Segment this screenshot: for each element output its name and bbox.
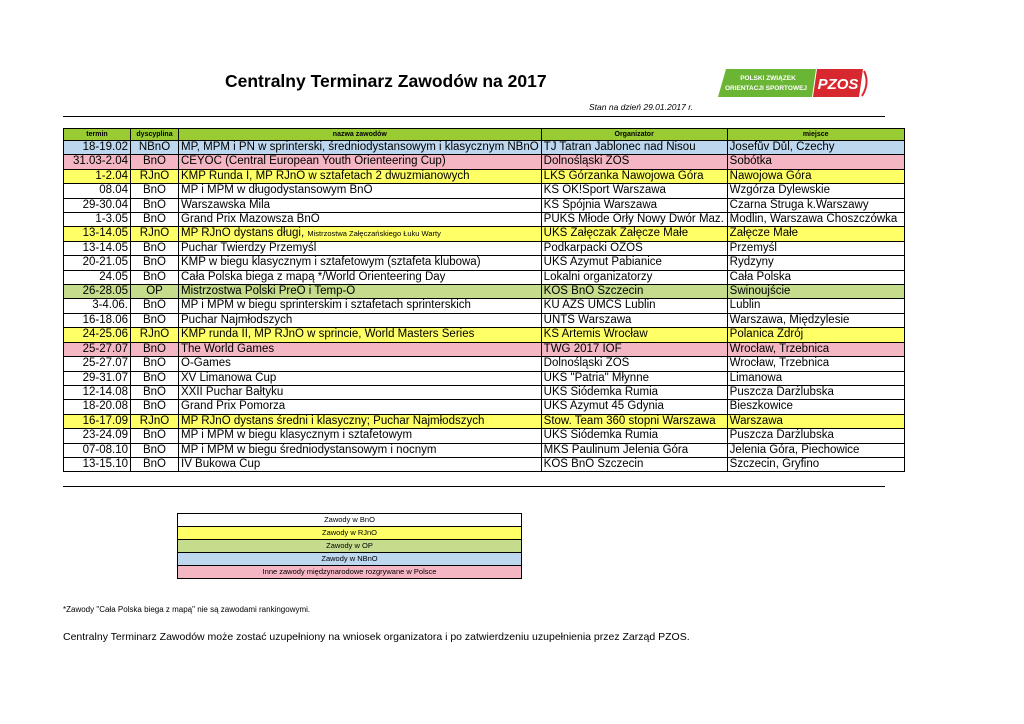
- cell-organizator: KU AZS UMCS Lublin: [541, 299, 727, 313]
- legend-row: [178, 527, 522, 540]
- cell-miejsce: Polanica Zdrój: [727, 328, 904, 342]
- pzos-logo: [718, 69, 870, 97]
- cell-dyscyplina: BnO: [131, 313, 179, 327]
- cell-nazwa: [179, 357, 542, 371]
- event-name: CEYOC (Central European Youth Orienteering Cup): [181, 155, 446, 168]
- table-row: [64, 385, 905, 399]
- cell-dyscyplina: BnO: [131, 198, 179, 212]
- table-row: [64, 256, 905, 270]
- table-row: [64, 213, 905, 227]
- cell-dyscyplina: RJnO: [131, 169, 179, 183]
- cell-miejsce: Wrocław, Trzebnica: [727, 357, 904, 371]
- cell-organizator: UKS Azymut Pabianice: [541, 256, 727, 270]
- legend-table: [177, 513, 522, 579]
- cell-miejsce: Cała Polska: [727, 270, 904, 284]
- cell-organizator: KS OK!Sport Warszawa: [541, 184, 727, 198]
- cell-dyscyplina: BnO: [131, 457, 179, 471]
- cell-dyscyplina: BnO: [131, 385, 179, 399]
- cell-nazwa: [179, 414, 542, 428]
- cell-dyscyplina: BnO: [131, 256, 179, 270]
- cell-organizator: Podkarpacki OZOS: [541, 241, 727, 255]
- cell-termin: 26-28.05: [64, 285, 131, 299]
- table-row: [64, 270, 905, 284]
- event-name: MP i MPM w biegu średniodystansowym i nocnym: [181, 443, 437, 456]
- cell-termin: 12-14.08: [64, 385, 131, 399]
- cell-termin: 1-3.05: [64, 213, 131, 227]
- event-name: KMP runda II, MP RJnO w sprincie, World Masters Series: [181, 328, 475, 341]
- table-row: [64, 457, 905, 471]
- legend-label: Zawody w NBnO: [178, 553, 522, 566]
- cell-dyscyplina: OP: [131, 285, 179, 299]
- legend-row: [178, 540, 522, 553]
- cell-organizator: Dolnośląski ZOS: [541, 357, 727, 371]
- event-name: XXII Puchar Bałtyku: [181, 385, 284, 398]
- table-row: [64, 414, 905, 428]
- cell-miejsce: Sobótka: [727, 155, 904, 169]
- cell-miejsce: Czarna Struga k.Warszawy: [727, 198, 904, 212]
- cell-organizator: PUKS Młode Orły Nowy Dwór Maz.: [541, 213, 727, 227]
- table-row: [64, 429, 905, 443]
- table-row: [64, 299, 905, 313]
- cell-dyscyplina: BnO: [131, 357, 179, 371]
- cell-nazwa: [179, 429, 542, 443]
- header-organizator: Organizator: [541, 129, 727, 141]
- cell-dyscyplina: RJnO: [131, 328, 179, 342]
- cell-termin: 20-21.05: [64, 256, 131, 270]
- cell-miejsce: Bieszkowice: [727, 400, 904, 414]
- header-dyscyplina: dyscyplina: [131, 129, 179, 141]
- cell-nazwa: [179, 457, 542, 471]
- cell-nazwa: [179, 241, 542, 255]
- event-name: Cała Polska biega z mapą */World Orienteering Day: [181, 270, 446, 283]
- cell-termin: 24.05: [64, 270, 131, 284]
- cell-organizator: Dolnośląski ZOS: [541, 155, 727, 169]
- legend-row: [178, 514, 522, 527]
- cell-miejsce: Szczecin, Gryfino: [727, 457, 904, 471]
- cell-miejsce: Josefův Důl, Czechy: [727, 141, 904, 155]
- table-row: [64, 169, 905, 183]
- legend-label: Inne zawody międzynarodowe rozgrywane w Polsce: [178, 566, 522, 579]
- cell-organizator: Stow. Team 360 stopni Warszawa: [541, 414, 727, 428]
- event-name: MP i MPM w biegu sprinterskim i sztafetach sprinterskich: [181, 299, 471, 312]
- cell-miejsce: Nawojowa Góra: [727, 169, 904, 183]
- legend-label: Zawody w OP: [178, 540, 522, 553]
- cell-organizator: UKS Azymut 45 Gdynia: [541, 400, 727, 414]
- event-name: MP i MPM w długodystansowym BnO: [181, 184, 373, 197]
- table-row: [64, 198, 905, 212]
- cell-organizator: UKS "Patria" Młynne: [541, 371, 727, 385]
- cell-termin: 13-14.05: [64, 241, 131, 255]
- event-name: KMP Runda I, MP RJnO w sztafetach 2 dwuzmianowych: [181, 169, 470, 182]
- cell-termin: 08.04: [64, 184, 131, 198]
- event-name: Mistrzostwa Polski PreO i Temp-O: [181, 285, 356, 298]
- cell-organizator: KS Artemis Wrocław: [541, 328, 727, 342]
- cell-dyscyplina: RJnO: [131, 227, 179, 241]
- table-row: [64, 342, 905, 356]
- cell-organizator: UKS Siódemka Rumia: [541, 385, 727, 399]
- event-name: IV Bukowa Cup: [181, 457, 261, 470]
- events-table: [63, 128, 905, 472]
- footer-note: Centralny Terminarz Zawodów może zostać uzupełniony na wniosek organizatora i po zatwierdzeniu uzupełnienia przez Zarząd PZOS.: [63, 631, 690, 643]
- table-row: [64, 184, 905, 198]
- event-name: MP, MPM i PN w sprinterski, średniodystansowym i klasycznym NBnO: [181, 141, 539, 153]
- cell-nazwa: [179, 227, 542, 241]
- cell-miejsce: Warszawa, Międzylesie: [727, 313, 904, 327]
- cell-organizator: MKS Paulinum Jelenia Góra: [541, 443, 727, 457]
- cell-nazwa: [179, 299, 542, 313]
- status-date: Stan na dzień 29.01.2017 r.: [589, 102, 694, 112]
- header-termin: termin: [64, 129, 131, 141]
- cell-dyscyplina: NBnO: [131, 141, 179, 155]
- cell-nazwa: [179, 155, 542, 169]
- cell-organizator: UKS Załęczak Załęcze Małe: [541, 227, 727, 241]
- cell-termin: 18-20.08: [64, 400, 131, 414]
- cell-termin: 1-2.04: [64, 169, 131, 183]
- cell-termin: 29-31.07: [64, 371, 131, 385]
- cell-dyscyplina: BnO: [131, 400, 179, 414]
- cell-nazwa: [179, 141, 542, 155]
- header-nazwa: nazwa zawodów: [179, 129, 542, 141]
- cell-nazwa: [179, 285, 542, 299]
- cell-dyscyplina: BnO: [131, 443, 179, 457]
- event-name: Puchar Twierdzy Przemyśl: [181, 241, 317, 254]
- cell-organizator: UKS Siódemka Rumia: [541, 429, 727, 443]
- cell-organizator: TWG 2017 IOF: [541, 342, 727, 356]
- table-row: [64, 328, 905, 342]
- cell-nazwa: [179, 342, 542, 356]
- cell-nazwa: [179, 256, 542, 270]
- event-name: Grand Prix Pomorza: [181, 400, 286, 413]
- table-row: [64, 141, 905, 155]
- legend-label: Zawody w BnO: [178, 514, 522, 527]
- table-header-row: [64, 129, 905, 141]
- cell-termin: 16-17.09: [64, 414, 131, 428]
- cell-termin: 16-18.06: [64, 313, 131, 327]
- cell-nazwa: [179, 169, 542, 183]
- cell-termin: 25-27.07: [64, 342, 131, 356]
- cell-miejsce: Jelenia Góra, Piechowice: [727, 443, 904, 457]
- table-row: [64, 241, 905, 255]
- cell-miejsce: Modlin, Warszawa Choszczówka: [727, 213, 904, 227]
- cell-miejsce: Lublin: [727, 299, 904, 313]
- event-name: MP RJnO dystans średni i klasyczny; Puchar Najmłodszych: [181, 414, 485, 427]
- cell-dyscyplina: BnO: [131, 342, 179, 356]
- cell-nazwa: [179, 385, 542, 399]
- legend-row: [178, 553, 522, 566]
- cell-termin: 13-14.05: [64, 227, 131, 241]
- cell-termin: 18-19.02: [64, 141, 131, 155]
- cell-nazwa: [179, 313, 542, 327]
- event-name: Warszawska Mila: [181, 198, 271, 211]
- cell-miejsce: Wzgórza Dylewskie: [727, 184, 904, 198]
- logo-line1: POLSKI ZWIĄZEK: [740, 75, 796, 82]
- cell-organizator: KS Spójnia Warszawa: [541, 198, 727, 212]
- cell-miejsce: Załęcze Małe: [727, 227, 904, 241]
- table-row: [64, 155, 905, 169]
- event-name: XV Limanowa Cup: [181, 371, 277, 384]
- cell-nazwa: [179, 443, 542, 457]
- event-name: O-Games: [181, 357, 231, 370]
- event-name: MP RJnO dystans długi,: [181, 227, 308, 240]
- cell-termin: 07-08.10: [64, 443, 131, 457]
- cell-termin: 13-15.10: [64, 457, 131, 471]
- cell-nazwa: [179, 184, 542, 198]
- cell-dyscyplina: BnO: [131, 184, 179, 198]
- table-row: [64, 371, 905, 385]
- cell-dyscyplina: BnO: [131, 155, 179, 169]
- event-name: Puchar Najmłodszych: [181, 313, 293, 326]
- cell-miejsce: Warszawa: [727, 414, 904, 428]
- event-name: Grand Prix Mazowsza BnO: [181, 213, 320, 226]
- cell-organizator: KOS BnO Szczecin: [541, 285, 727, 299]
- logo-abbr: PZOS: [817, 76, 859, 93]
- cell-miejsce: Przemyśl: [727, 241, 904, 255]
- logo-line2: ORIENTACJI SPORTOWEJ: [724, 85, 808, 92]
- cell-miejsce: Wrocław, Trzebnica: [727, 342, 904, 356]
- cell-termin: 31.03-2.04: [64, 155, 131, 169]
- cell-nazwa: [179, 270, 542, 284]
- cell-organizator: UNTS Warszawa: [541, 313, 727, 327]
- cell-nazwa: [179, 371, 542, 385]
- cell-nazwa: [179, 328, 542, 342]
- cell-dyscyplina: BnO: [131, 270, 179, 284]
- cell-miejsce: Puszcza Darżlubska: [727, 429, 904, 443]
- cell-organizator: Lokalni organizatorzy: [541, 270, 727, 284]
- event-name: KMP w biegu klasycznym i sztafetowym (sztafeta klubowa): [181, 256, 481, 269]
- page-title: Centralny Terminarz Zawodów na 2017: [225, 71, 547, 91]
- cell-organizator: KOS BnO Szczecin: [541, 457, 727, 471]
- event-name: The World Games: [181, 342, 275, 355]
- cell-nazwa: [179, 213, 542, 227]
- bottom-divider: [63, 486, 885, 487]
- cell-miejsce: Świnoujście: [727, 285, 904, 299]
- cell-termin: 25-27.07: [64, 357, 131, 371]
- cell-termin: 23-24.09: [64, 429, 131, 443]
- cell-organizator: TJ Tatran Jablonec nad Nisou: [541, 141, 727, 155]
- table-row: [64, 227, 905, 241]
- cell-dyscyplina: RJnO: [131, 414, 179, 428]
- table-row: [64, 357, 905, 371]
- legend-label: Zawody w RJnO: [178, 527, 522, 540]
- cell-miejsce: Rydzyny: [727, 256, 904, 270]
- header-miejsce: miejsce: [727, 129, 904, 141]
- legend-row: [178, 566, 522, 579]
- cell-dyscyplina: BnO: [131, 241, 179, 255]
- cell-termin: 29-30.04: [64, 198, 131, 212]
- cell-dyscyplina: BnO: [131, 371, 179, 385]
- cell-dyscyplina: BnO: [131, 299, 179, 313]
- cell-termin: 3-4.06.: [64, 299, 131, 313]
- table-row: [64, 313, 905, 327]
- table-row: [64, 285, 905, 299]
- event-name-extra: Mistrzostwa Załęczańskiego Łuku Warty: [307, 229, 441, 239]
- cell-organizator: LKS Górzanka Nawojowa Góra: [541, 169, 727, 183]
- cell-nazwa: [179, 400, 542, 414]
- cell-termin: 24-25.06: [64, 328, 131, 342]
- table-row: [64, 400, 905, 414]
- cell-miejsce: Puszcza Darżlubska: [727, 385, 904, 399]
- footnote: *Zawody "Cała Polska biega z mapą" nie są zawodami rankingowymi.: [63, 605, 311, 614]
- top-divider: [63, 116, 885, 117]
- cell-miejsce: Limanowa: [727, 371, 904, 385]
- cell-dyscyplina: BnO: [131, 429, 179, 443]
- cell-nazwa: [179, 198, 542, 212]
- event-name: MP i MPM w biegu klasycznym i sztafetowym: [181, 429, 413, 442]
- cell-dyscyplina: BnO: [131, 213, 179, 227]
- table-row: [64, 443, 905, 457]
